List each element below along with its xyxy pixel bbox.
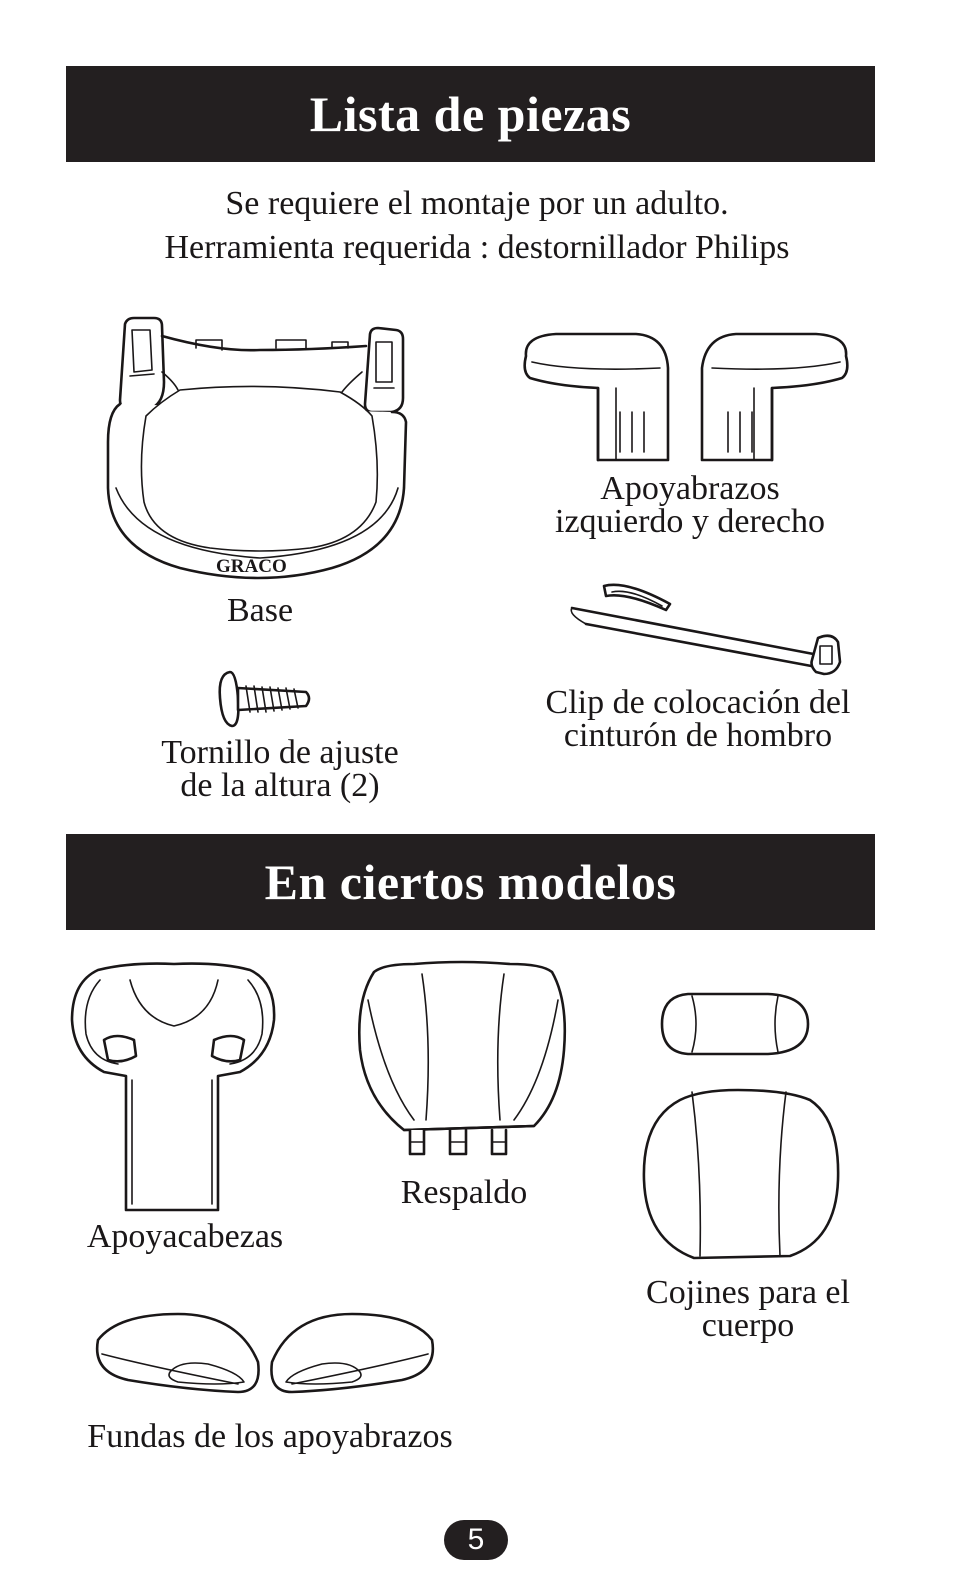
headrest-icon: [70, 960, 278, 1216]
label-armrest-covers: Fundas de los apoyabrazos: [87, 1418, 453, 1455]
label-belt-clip-line2: cinturón de hombro: [563, 717, 833, 754]
label-base: Base: [226, 592, 294, 629]
label-armrests-line1: Apoyabrazos: [600, 470, 780, 507]
label-screw: [130, 736, 430, 802]
belt-clip-icon: [566, 576, 848, 680]
assembly-note: [0, 182, 954, 270]
label-body-cushions-line2: cuerpo: [701, 1307, 795, 1344]
page-number-badge: 5: [444, 1520, 508, 1560]
label-screw-line2: de la altura (2): [180, 767, 380, 804]
backrest-icon: [354, 960, 570, 1160]
label-armrests-line2: izquierdo y derecho: [555, 503, 825, 540]
label-body-cushions-line1: Cojines para el: [646, 1274, 850, 1311]
label-armrests: [520, 472, 860, 538]
graco-logo: GRACO: [216, 556, 287, 577]
screw-icon: [216, 668, 314, 730]
label-belt-clip-line1: Clip de colocación del: [545, 684, 851, 721]
label-backrest: Respaldo: [400, 1174, 528, 1211]
booster-base-icon: [100, 312, 416, 588]
body-cushions-icon: [640, 990, 844, 1266]
label-body-cushions: [626, 1276, 870, 1342]
section-title-certain-models: En ciertos modelos: [66, 834, 875, 930]
assembly-note-line1: Se requiere el montaje por un adulto.: [225, 185, 729, 222]
armrest-covers-icon: [88, 1310, 442, 1396]
label-belt-clip: [520, 686, 876, 752]
label-headrest: Apoyacabezas: [86, 1218, 284, 1255]
assembly-note-line2: Herramienta requerida : destornillador Philips: [164, 229, 790, 266]
armrests-icon: [516, 328, 856, 464]
section-title-parts-list: Lista de piezas: [66, 66, 875, 162]
label-screw-line1: Tornillo de ajuste: [161, 734, 399, 771]
